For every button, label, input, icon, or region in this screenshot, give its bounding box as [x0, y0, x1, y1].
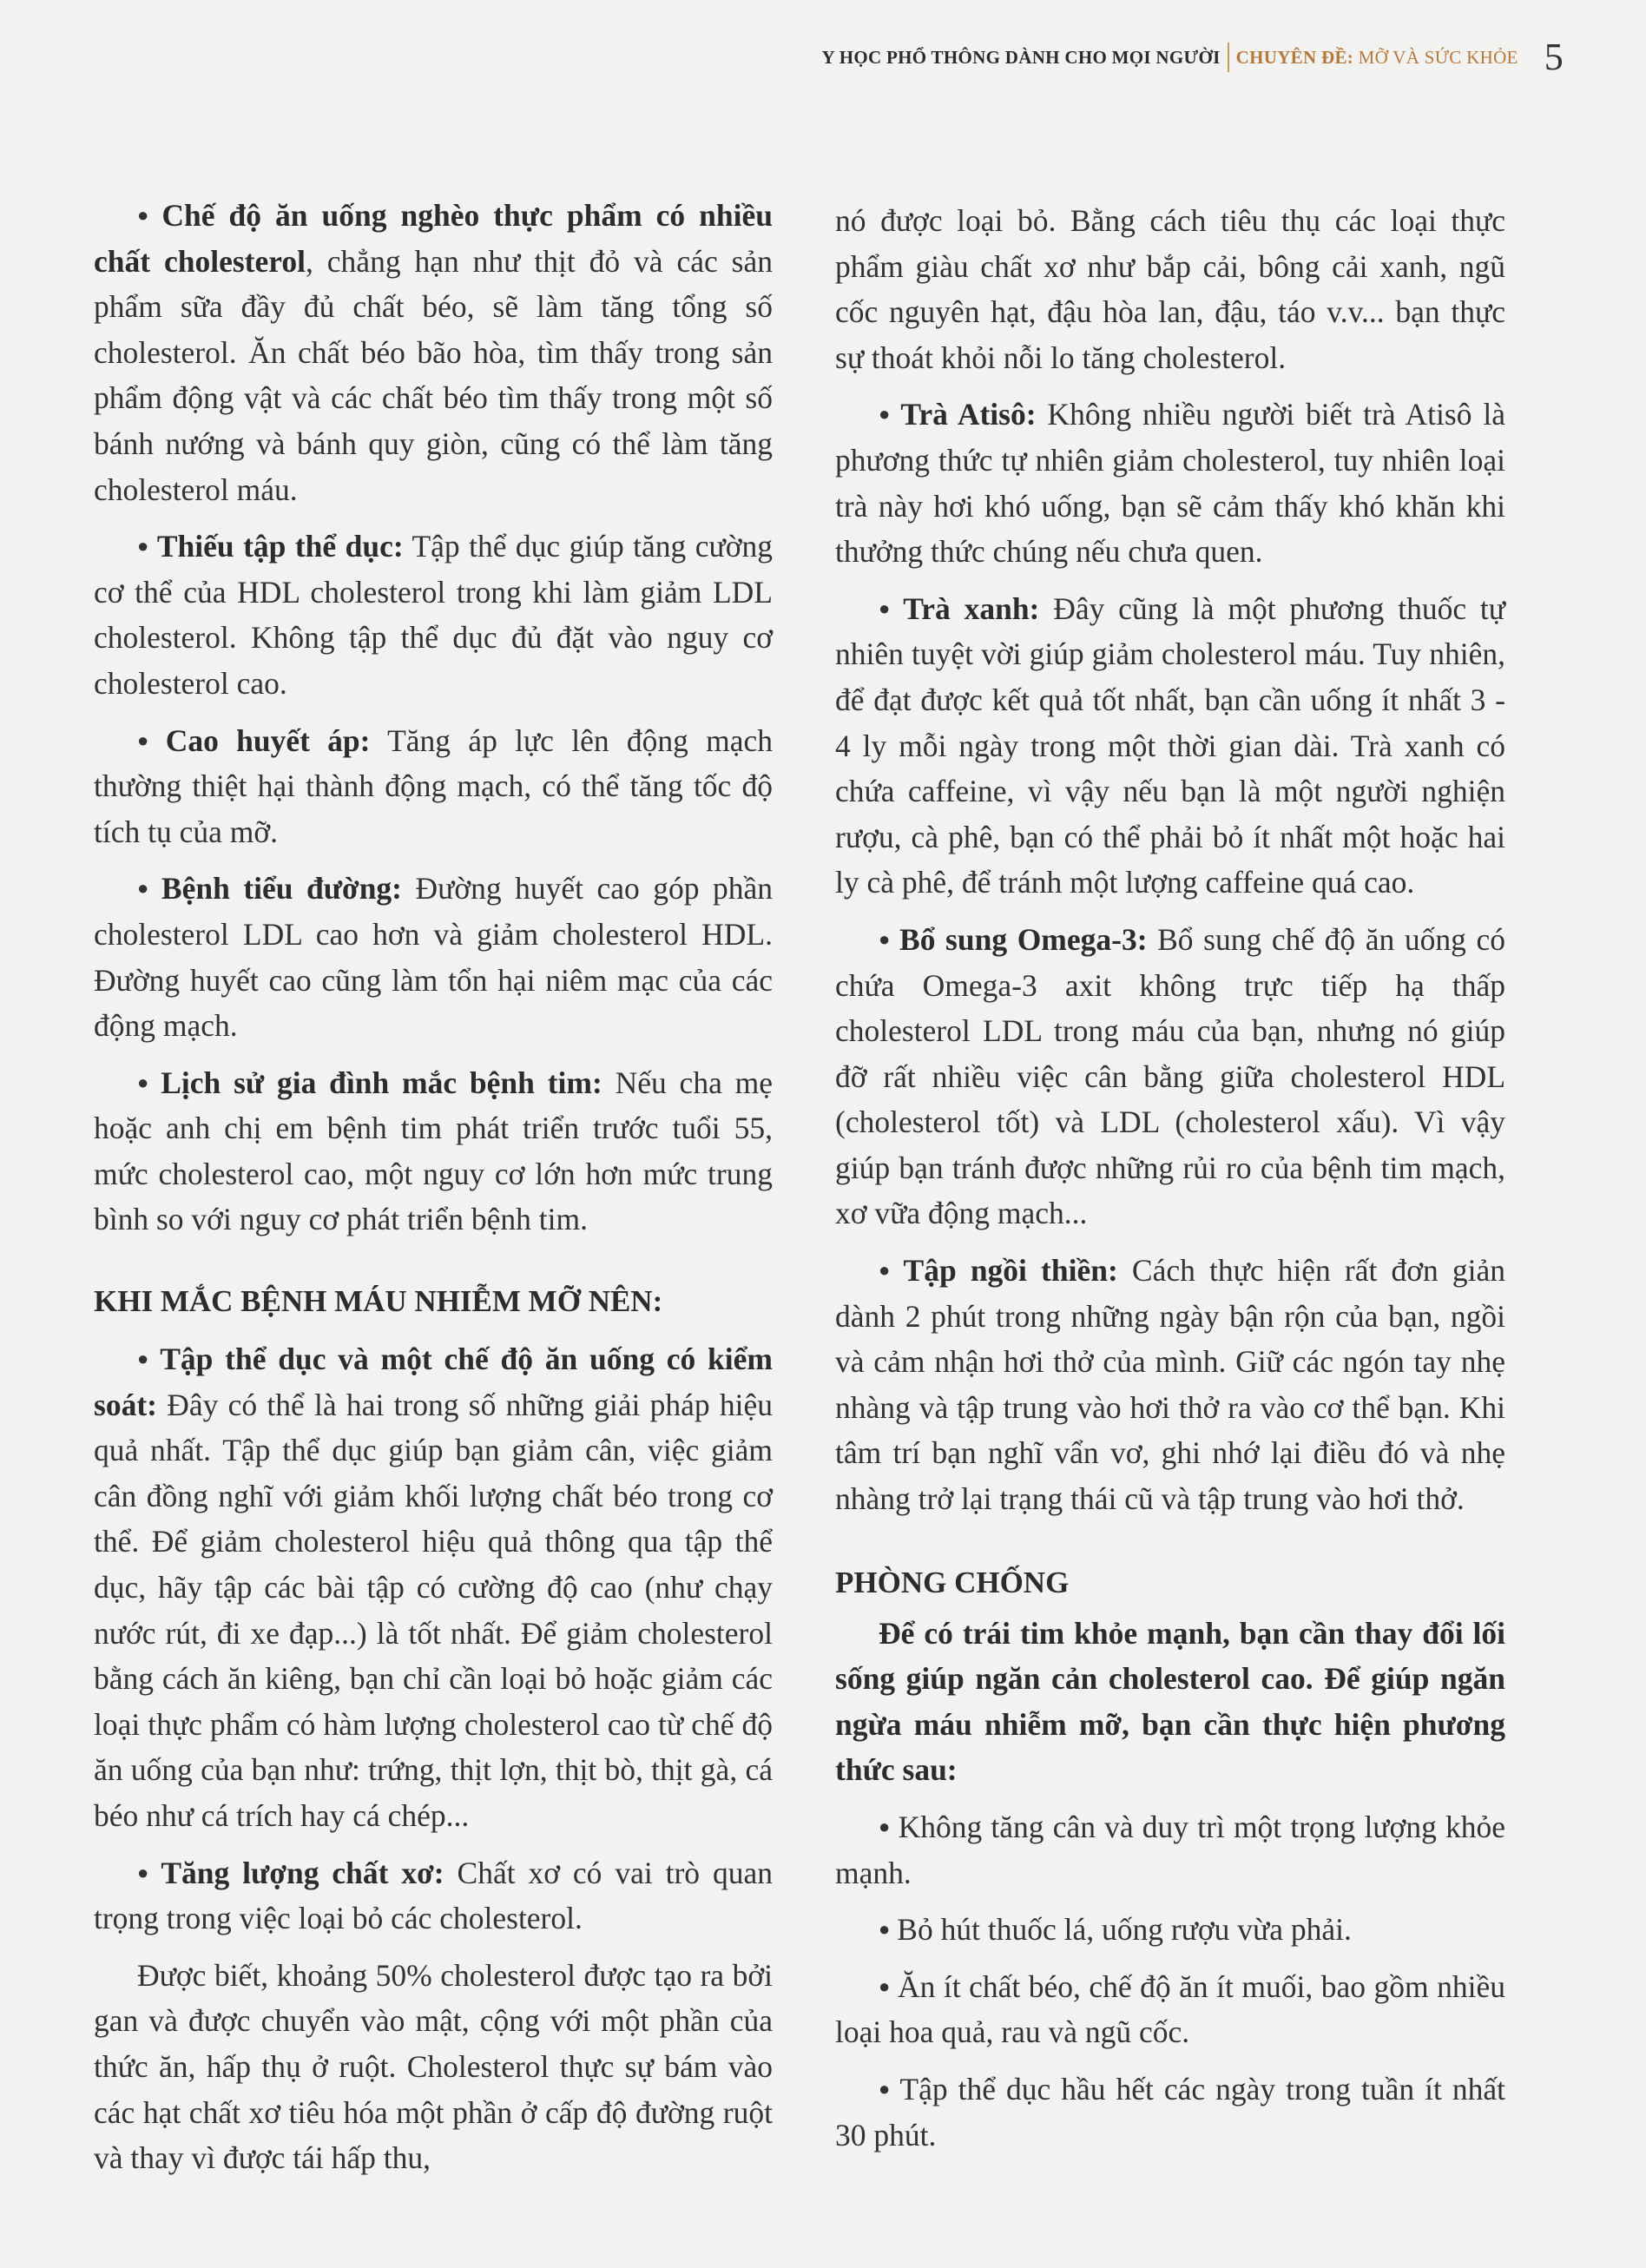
topic-label: CHUYÊN ĐỀ:: [1235, 46, 1354, 68]
paragraph-title: Thiếu tập thể dục:: [156, 529, 404, 564]
paragraph-title: Tập ngồi thiền:: [903, 1253, 1118, 1289]
topic-title: MỠ VÀ SỨC KHỎE: [1358, 46, 1518, 68]
paragraph-text: Tập thể dục giúp tăng cường cơ thể của HDL cholesterol trong khi làm giảm LDL cholesterol. Không tập thể dục đủ đặt vào nguy cơ cholesterol cao.: [94, 529, 773, 701]
magazine-title: Y HỌC PHỔ THÔNG DÀNH CHO MỌI NGƯỜI: [821, 46, 1221, 68]
right-column: [835, 198, 1505, 2158]
paragraph-title: Trà xanh:: [903, 590, 1040, 626]
paragraph-blood-pressure: [94, 718, 773, 855]
paragraph-meditation: [835, 1248, 1505, 1522]
paragraph-title: Lịch sử gia đình mắc bệnh tim:: [161, 1065, 602, 1100]
paragraph-text: Bổ sung chế độ ăn uống có chứa Omega-3 axit không trực tiếp hạ thấp cholesterol LDL trong máu của bạn, nhưng nó giúp đỡ rất nhiều việc cân bằng giữa cholesterol HDL (cholesterol tốt) và LDL (cholesterol xấu). Vì vậy giúp bạn tránh được những rủi ro của bệnh tim mạch, xơ vữa động mạch...: [835, 921, 1505, 1231]
paragraph-exercise-diet: [94, 1336, 773, 1839]
paragraph-text: Đường huyết cao góp phần cholesterol LDL cao hơn và giảm cholesterol HDL. Đường huyết cao cũng làm tổn hại niêm mạc của các động mạch.: [94, 871, 773, 1044]
paragraph-text: Nếu cha mẹ hoặc anh chị em bệnh tim phát triển trước tuổi 55, mức cholesterol cao, một nguy cơ lớn hơn mức trung bình so với nguy cơ phát triển bệnh tim.: [94, 1065, 773, 1237]
section-heading: KHI MẮC BỆNH MÁU NHIỄM MỠ NÊN:: [94, 1284, 663, 1319]
paragraph-omega-3: [835, 917, 1505, 1236]
paragraph-text: , chẳng hạn như thịt đỏ và các sản phẩm sữa đầy đủ chất béo, sẽ làm tăng tổng số cholesterol. Ăn chất béo bão hòa, tìm thấy trong sản phẩm động vật và các chất béo tìm thấy trong một số bánh nướng và bánh quy giòn, cũng có thể làm tăng cholesterol máu.: [94, 243, 773, 507]
paragraph-exercise: [94, 524, 773, 706]
left-column: [94, 193, 773, 2181]
paragraph-title: Tăng lượng chất xơ:: [161, 1855, 444, 1890]
prevention-tip: ● Tập thể dục hầu hết các ngày trong tuần ít nhất 30 phút.: [835, 2067, 1505, 2158]
paragraph-diet: [94, 193, 773, 512]
prevention-tip: ● Không tăng cân và duy trì một trọng lượng khỏe mạnh.: [835, 1804, 1505, 1895]
paragraph-fiber-detail: Được biết, khoảng 50% cholesterol được tạo ra bởi gan và được chuyển vào mật, cộng với một phần của thức ăn, hấp thụ ở ruột. Cholesterol thực sự bám vào các hạt chất xơ tiêu hóa một phần ở cấp độ đường ruột và thay vì được tái hấp thu,: [94, 1957, 773, 2176]
paragraph-title: Bổ sung Omega-3:: [899, 921, 1148, 957]
paragraph-title: Cao huyết áp:: [165, 722, 371, 758]
prevention-tip: ● Bỏ hút thuốc lá, uống rượu vừa phải.: [835, 1907, 1505, 1953]
header-divider: [1228, 43, 1229, 72]
paragraph-green-tea: [835, 586, 1505, 906]
paragraph-title: Trà Atisô:: [900, 397, 1037, 432]
paragraph-title: Bệnh tiểu đường:: [161, 871, 403, 907]
section-heading-prevention: PHÒNG CHỐNG: [835, 1565, 1070, 1599]
prevention-intro: [835, 1611, 1505, 1793]
running-header: [781, 38, 1564, 76]
paragraph-text: Đây cũng là một phương thuốc tự nhiên tuyệt vời giúp giảm cholesterol máu. Tuy nhiên, để đạt được kết quả tốt nhất, bạn cần uống ít nhất 3 - 4 ly mỗi ngày trong một thời gian dài. Trà xanh có chứa caffeine, vì vậy nếu bạn là một người nghiện rượu, cà phê, bạn có thể phải bỏ ít nhất một hoặc hai ly cà phê, để tránh một lượng caffeine quá cao.: [835, 590, 1505, 900]
prevention-tip: ● Ăn ít chất béo, chế độ ăn ít muối, bao gồm nhiều loại hoa quả, rau và ngũ cốc.: [835, 1964, 1505, 2055]
paragraph-artichoke-tea: [835, 392, 1505, 574]
paragraph-title: Tập thể dục và một chế độ ăn uống có kiểm soát:: [94, 1342, 773, 1422]
paragraph-title: Chế độ ăn uống nghèo thực phẩm có nhiều chất cholesterol: [94, 198, 773, 279]
paragraph-text: Cách thực hiện rất đơn giản dành 2 phút trong những ngày bận rộn của bạn, ngồi và cảm nhận hơi thở của mình. Giữ các ngón tay nhẹ nhàng và tập trung vào hơi thở ra vào cơ thể bạn. Khi tâm trí bạn nghĩ vẩn vơ, ghi nhớ lại điều đó và nhẹ nhàng trở lại trạng thái cũ và tập trung vào hơi thở.: [835, 1253, 1505, 1517]
paragraph-family-history: [94, 1060, 773, 1243]
paragraph-text: Chất xơ có vai trò quan trọng trong việc loại bỏ các cholesterol.: [94, 1855, 773, 1936]
paragraph-fiber-continued: nó được loại bỏ. Bằng cách tiêu thụ các loại thực phẩm giàu chất xơ như bắp cải, bông cải xanh, ngũ cốc nguyên hạt, đậu hòa lan, đậu, táo v.v... bạn thực sự thoát khỏi nỗi lo tăng cholesterol.: [835, 203, 1505, 375]
paragraph-diabetes: [94, 866, 773, 1048]
paragraph-text: Không nhiều người biết trà Atisô là phương thức tự nhiên giảm cholesterol, tuy nhiên loại trà này hơi khó uống, bạn sẽ cảm thấy khó khăn khi thưởng thức chúng nếu chưa quen.: [835, 397, 1505, 570]
page-number: 5: [1544, 36, 1564, 78]
paragraph-text: Đây có thể là hai trong số những giải pháp hiệu quả nhất. Tập thể dục giúp bạn giảm cân, việc giảm cân đồng nghĩ với giảm khối lượng chất béo trong cơ thể. Để giảm cholesterol hiệu quả thông qua tập thể dục, hãy tập các bài tập có cường độ cao (như chạy nước rút, đi xe đạp...) là tốt nhất. Để giảm cholesterol bằng cách ăn kiêng, bạn chỉ cần loại bỏ hoặc giảm các loại thực phẩm có hàm lượng cholesterol cao từ chế độ ăn uống của bạn như: trứng, thịt lợn, thịt bò, thịt gà, cá béo như cá trích hay cá chép...: [94, 1387, 773, 1833]
paragraph-fiber: [94, 1850, 773, 1942]
paragraph-text: Tăng áp lực lên động mạch thường thiệt hại thành động mạch, có thể tăng tốc độ tích tụ của mỡ.: [94, 722, 773, 849]
intro-text: Để có trái tim khỏe mạnh, bạn cần thay đổi lối sống giúp ngăn cản cholesterol cao. Để giúp ngăn ngừa máu nhiễm mỡ, bạn cần thực hiện phương thức sau:: [835, 1615, 1505, 1788]
